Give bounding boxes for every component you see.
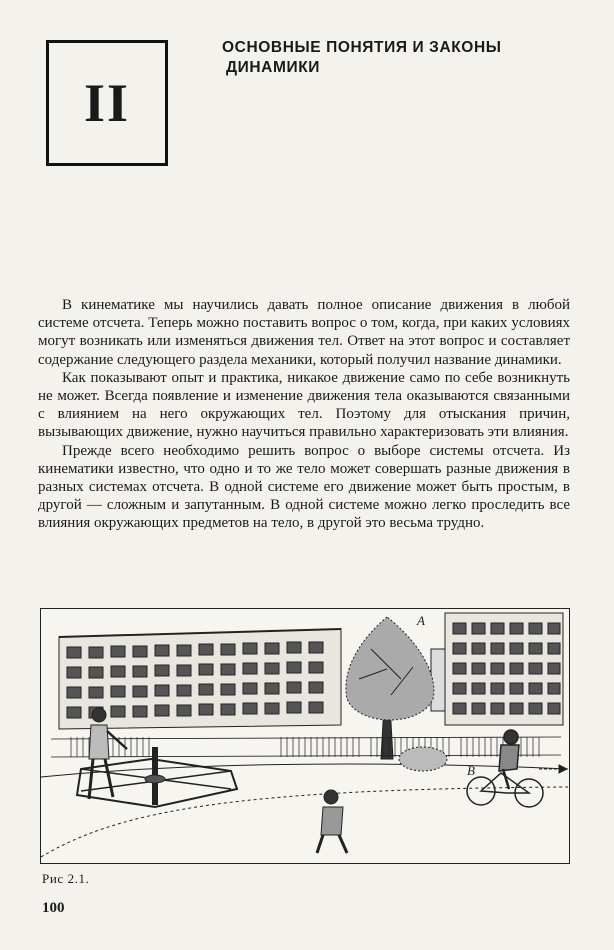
fence [51, 737, 561, 757]
body-text [38, 296, 570, 533]
figure-illustration [40, 608, 570, 864]
paragraph-3: Прежде всего необходимо решить вопрос о выборе системы отсчета. Из кинематики известно, что одно и то же тело может совершать разные движения в разных системах отсчета. В одной системе его движение может быть простым, в другой — сложным и запутанным. В одной системе можно легко проследить все влияния окружающих предметов на тело, в другой это весьма трудно. [38, 442, 570, 532]
paragraph-1: В кинематике мы научились давать полное описание движения в любой системе отсчета. Теперь можно поставить вопрос о том, когда, при каких условиях могут возникать или изменяться движения тел. Ответ на этот вопрос и составляет содержание следующего раздела механики, который получил название динамики. [38, 297, 570, 368]
figure-drawing [41, 609, 568, 862]
chapter-title-line-1: ОСНОВНЫЕ ПОНЯТИЯ И ЗАКОНЫ [222, 39, 502, 56]
right-building [445, 613, 563, 725]
figure-label-b: B [467, 763, 475, 778]
figure-caption: Рис 2.1. [42, 871, 90, 886]
chapter-title [222, 38, 582, 78]
cyclist [467, 730, 543, 807]
chapter-number-box [46, 40, 168, 166]
paragraph-2: Как показывают опыт и практика, никакое движение само по себе возникнуть не может. Всегда появление и изменение движения тела оказываются связанными с влиянием на него окружающих тел. Поэтому для отыскания причин, вызывающих движение, нужно научиться правильно характеризовать эти влияния. [38, 369, 570, 441]
chapter-title-line-2: ДИНАМИКИ [226, 59, 321, 76]
page-number: 100 [42, 900, 65, 916]
figure-label-a: A [417, 613, 425, 628]
person-crouching [317, 790, 347, 853]
chapter-number: II [83, 73, 131, 133]
